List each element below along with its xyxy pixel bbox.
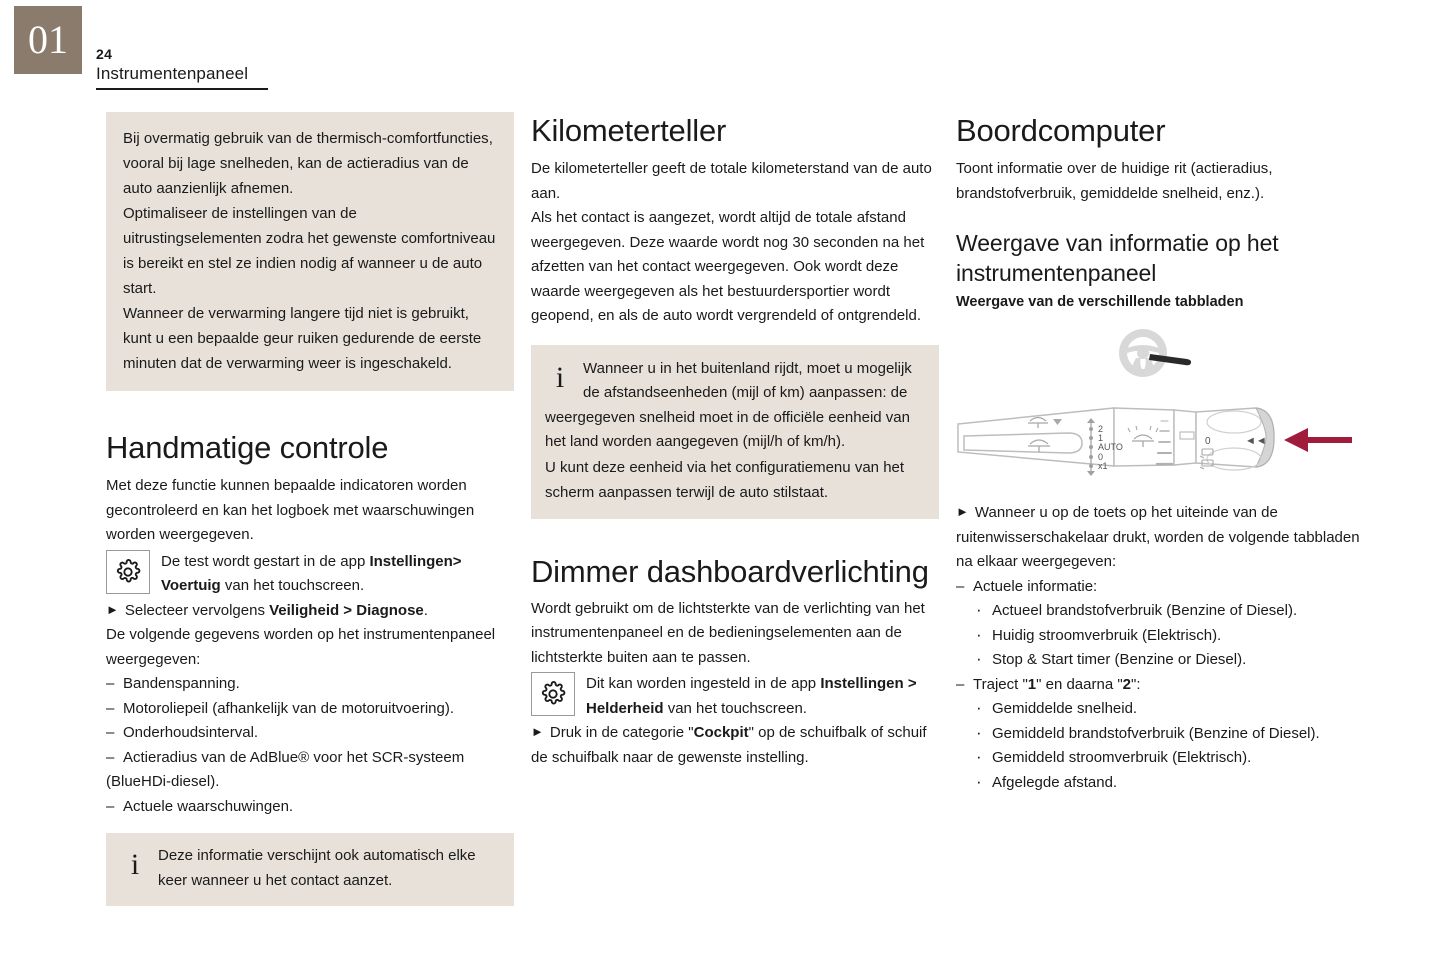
- list-item-label: Stop & Start timer (Benzine or Diesel).: [992, 651, 1247, 668]
- list-item: [106, 795, 514, 820]
- list-item-label: Motoroliepeil (afhankelijk van de motoruitvoering).: [123, 699, 454, 717]
- heading-boordcomputer: Boordcomputer: [956, 113, 1166, 148]
- info-callout-text-2: U kunt deze eenheid via het configuratiemenu van het scherm aanpassen terwijl de auto stilstaat.: [545, 458, 905, 501]
- chapter-number-badge: 01: [14, 6, 82, 74]
- heading-kilometerteller: Kilometerteller: [531, 113, 727, 148]
- list-item-label: Huidig stroomverbruik (Elektrisch).: [992, 626, 1222, 644]
- info-callout-box: [106, 833, 514, 906]
- info-icon: i: [555, 360, 565, 394]
- traject-label-1: 1: [1027, 675, 1037, 693]
- subheading-weergave: Weergave van informatie op het instrumentenpaneel: [956, 230, 1279, 286]
- list-item: [974, 722, 1364, 747]
- list-item-label: Gemiddelde snelheid.: [992, 700, 1138, 717]
- intro-paragraph: Met deze functie kunnen bepaalde indicatoren worden gecontroleerd en kan het logboek met waarschuwingen worden weergegeven.: [106, 477, 475, 543]
- tab-group-list: [956, 575, 1364, 600]
- arrow-step-cockpit: [531, 721, 939, 770]
- list-item-label: Gemiddeld stroomverbruik (Elektrisch).: [992, 749, 1252, 766]
- list-item-label: Actieradius van de AdBlue® voor het SCR-systeem: [123, 748, 465, 766]
- triangle-right-icon: ►: [106, 601, 119, 617]
- dimmer-paragraph: Wordt gebruikt om de lichtsterkte van de verlichting van het instrumentenpaneel en de bedieningselementen aan de lichtsterkte buiten aan te passen.: [531, 599, 925, 666]
- stalk-label-1: 1: [1098, 433, 1104, 443]
- column-middle: [531, 112, 939, 770]
- gear-callout-text: [531, 672, 939, 721]
- list-item: [974, 599, 1364, 624]
- gear-callout-text-after: van het touchscreen.: [663, 699, 807, 717]
- warning-paragraph: Wanneer de verwarming langere tijd niet is gebruikt, kunt u een bepaalde geur ruiken gedurende de eerste minuten dat de verwarming weer is ingeschakeld.: [123, 305, 482, 372]
- info-callout-text: Wanneer u in het buitenland rijdt, moet u mogelijk de afstandseenheden (mijl of km) aanpassen: de weergegeven snelheid moet in de officiële eenheid van het land worden aangegeven (mijl/h of km/h).: [545, 359, 912, 450]
- gear-callout-text: [106, 550, 514, 599]
- warning-paragraph: Optimaliseer de instellingen van de uitrustingselementen zodra het gewenste comfortniveau is bereikt en stel ze indien nodig af wanneer u de auto start.: [123, 205, 496, 297]
- wiper-stalk-diagram: [956, 326, 1356, 491]
- odometer-paragraph: Als het contact is aangezet, wordt altijd de totale afstand weergegeven. Deze waarde wordt nog 30 seconden na het afzetten van het contact weergegeven. Ook wordt deze waarde weergegeven als het bestuurdersportier wordt geopend, en als de auto wordt vergrendeld of ontgrendeld.: [531, 209, 925, 324]
- arrow-step-tabbladen: [956, 501, 1364, 575]
- arrow-step-bold: Cockpit: [693, 724, 749, 741]
- tab-group-label-text: Actuele informatie:: [973, 577, 1098, 595]
- list-item-label: Afgelegde afstand.: [992, 773, 1118, 791]
- section-title: Instrumentenpaneel: [96, 64, 249, 83]
- gear-callout-text-before: De test wordt gestart in de app: [161, 552, 370, 570]
- barrel-label-0: 0: [1205, 436, 1211, 447]
- gear-callout-text-before: Dit kan worden ingesteld in de app: [586, 675, 821, 692]
- minihead-tabbladen: Weergave van de verschillende tabbladen: [956, 294, 1244, 310]
- list-item: [106, 721, 514, 746]
- tab-group-label: [956, 575, 1364, 600]
- list-item: [106, 697, 514, 722]
- stalk-label-0: 0: [1098, 452, 1104, 462]
- arrow-step-text-before: Druk in de categorie ": [549, 724, 694, 741]
- tab-group-items-traject: [956, 697, 1364, 795]
- arrow-step-diagnose: [106, 599, 514, 624]
- list-item: [974, 624, 1364, 649]
- list-item: [974, 697, 1364, 722]
- diagnostics-list: [106, 672, 514, 819]
- gear-callout-dimmer: [531, 672, 939, 721]
- gear-callout: [106, 550, 514, 599]
- list-item-label: (BlueHDi-diesel).: [106, 773, 220, 790]
- red-pointer-arrow: [1284, 428, 1352, 452]
- arrow-step-text: Wanneer u op de toets op het uiteinde van de ruitenwisserschakelaar drukt, worden de volgende tabbladen na elkaar weergegeven:: [956, 504, 1360, 570]
- tab-group-label: [956, 673, 1364, 698]
- list-intro: De volgende gegevens worden op het instrumentenpaneel weergegeven:: [106, 626, 496, 668]
- traject-label-mid: " en daarna ": [1036, 675, 1123, 693]
- rear-wiper-marker: ◄◄: [1245, 435, 1267, 447]
- header-divider: [96, 88, 268, 90]
- triangle-right-icon: ►: [531, 724, 544, 739]
- triangle-right-icon: ►: [956, 504, 969, 519]
- column-right: [956, 112, 1364, 795]
- gear-callout-bold: Instellingen> Voertuig: [161, 552, 462, 594]
- list-item-label: Gemiddeld brandstofverbruik (Benzine of Diesel).: [992, 724, 1320, 742]
- tab-group-list-traject: [956, 673, 1364, 698]
- stalk-label-x1: x1: [1098, 461, 1108, 471]
- info-callout-box-units: [531, 345, 939, 519]
- warning-callout-box: [106, 112, 514, 391]
- list-item: [106, 672, 514, 697]
- column-left: [106, 112, 514, 906]
- list-item-continuation: [106, 770, 514, 795]
- list-item-label: Actuele waarschuwingen.: [123, 797, 294, 815]
- info-callout-text: Deze informatie verschijnt ook automatisch elke keer wanneer u het contact aanzet.: [158, 847, 476, 889]
- gear-icon: [531, 672, 575, 716]
- list-item: [106, 746, 514, 771]
- list-item: [974, 746, 1364, 771]
- list-item-label: Onderhoudsinterval.: [123, 724, 259, 741]
- tab-group-items-actueel: [956, 599, 1364, 673]
- stalk-label-auto: AUTO: [1098, 442, 1123, 452]
- gear-icon: [106, 550, 150, 594]
- arrow-step-text-after: " op de schuifbalk of schuif de schuifbalk naar de gewenste instelling.: [531, 724, 927, 766]
- odometer-paragraph: De kilometerteller geeft de totale kilometerstand van de auto aan.: [531, 160, 932, 202]
- stalk-label-2: 2: [1098, 424, 1104, 434]
- gear-callout-text-after: van het touchscreen.: [220, 577, 365, 594]
- list-item-label: Actueel brandstofverbruik (Benzine of Diesel).: [992, 602, 1298, 619]
- arrow-step-text-before: Selecteer vervolgens: [124, 601, 270, 619]
- heading-dimmer: Dimmer dashboardverlichting: [531, 553, 929, 589]
- traject-label-before: Traject ": [973, 675, 1028, 693]
- gear-callout-bold: Instellingen > Helderheid: [586, 675, 917, 717]
- steering-wheel-icon: [1119, 329, 1191, 377]
- arrow-step-text-after: .: [423, 601, 428, 619]
- traject-label-2: 2: [1122, 675, 1132, 693]
- page-number: 24: [96, 46, 113, 62]
- arrow-step-bold: Veiligheid > Diagnose: [269, 601, 424, 619]
- list-item: [974, 648, 1364, 673]
- collar-window: [1180, 432, 1194, 439]
- warning-paragraph: Bij overmatig gebruik van de thermisch-comfortfuncties, vooral bij lage snelheden, kan de actieradius van de auto aanzienlijk afnemen.: [123, 130, 493, 197]
- page-header: [96, 46, 248, 85]
- traject-label-after: ":: [1131, 675, 1141, 693]
- heading-handmatige-controle: Handmatige controle: [106, 430, 389, 465]
- list-item-label: Bandenspanning.: [123, 675, 240, 692]
- list-item: [974, 771, 1364, 796]
- boordcomputer-intro: Toont informatie over de huidige rit (actieradius, brandstofverbruik, gemiddelde snelheid, enz.).: [956, 160, 1273, 202]
- info-icon: i: [130, 848, 140, 881]
